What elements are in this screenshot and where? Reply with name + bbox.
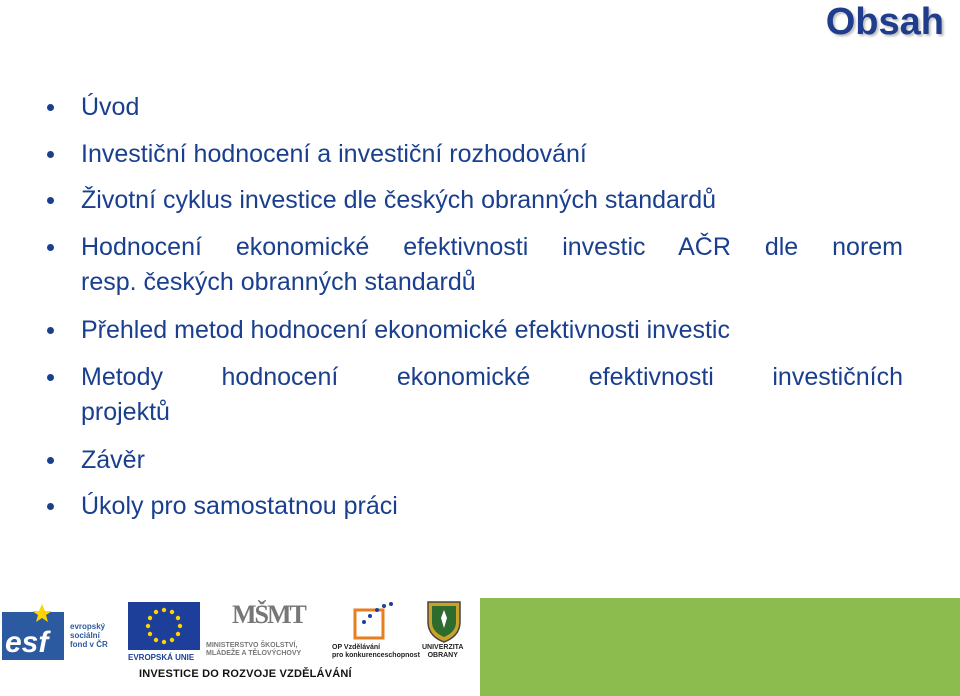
bullet-icon (47, 104, 54, 111)
list-item: Životní cyklus investice dle českých obranných standardů (81, 183, 903, 218)
eu-flag-icon (128, 602, 200, 650)
list-item: Úvod (81, 90, 903, 125)
op-mark-icon (350, 600, 400, 644)
bullet-icon (47, 244, 54, 251)
list-item: Investiční hodnocení a investiční rozhodování (81, 137, 903, 172)
bullet-icon (47, 197, 54, 204)
op-logo: OP Vzdělávání pro konkurenceschopnost (332, 600, 418, 664)
msmt-logo: MŠMT MINISTERSTVO ŠKOLSTVÍ, MLÁDEŽE A TĚLOVÝCHOVY (206, 600, 305, 657)
list-item: Úkoly pro samostatnou práci (81, 489, 903, 524)
esf-logo: esf evropský sociální fond v ČR (2, 602, 122, 664)
bullet-icon (47, 327, 54, 334)
footer-logos-bar (0, 598, 960, 696)
green-band (480, 598, 960, 696)
msmt-mark-icon: MŠMT (232, 600, 305, 629)
esf-wordmark: esf (5, 626, 49, 659)
list-item: Přehled metod hodnocení ekonomické efektivnosti investic (81, 313, 903, 348)
eu-logo: EVROPSKÁ UNIE (128, 602, 202, 664)
page-title: Obsah (825, 1, 944, 43)
list-item: Metody hodnocení ekonomické efektivnosti investičních projektů (81, 360, 903, 430)
bullet-icon (47, 503, 54, 510)
list-item: Hodnocení ekonomické efektivnosti investic AČR dle norem resp. českých obranných standardů (81, 230, 903, 300)
uo-logo: UNIVERZITA OBRANY (420, 598, 470, 664)
bullet-icon (47, 151, 54, 158)
bullet-icon (47, 457, 54, 464)
bullet-icon (47, 374, 54, 381)
uo-shield-icon (424, 598, 464, 644)
list-item: Závěr (81, 443, 903, 478)
footer-tagline: INVESTICE DO ROZVOJE VZDĚLÁVÁNÍ (139, 668, 352, 680)
